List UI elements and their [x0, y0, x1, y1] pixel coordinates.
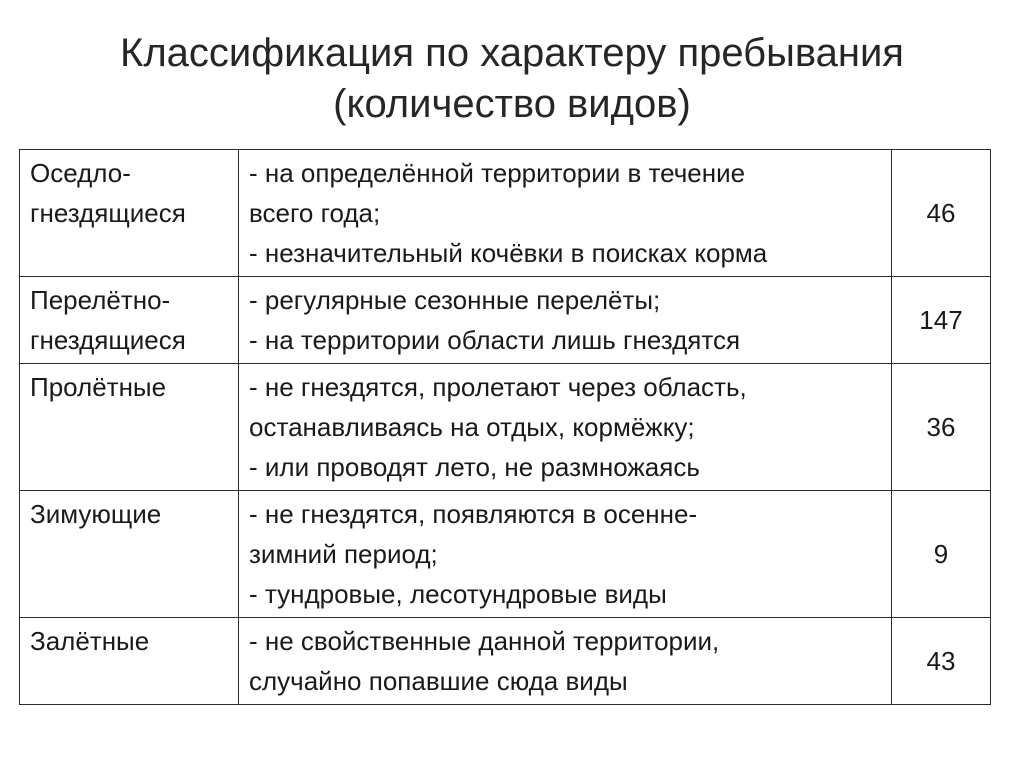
description-line: - на определённой территории в течение [249, 158, 746, 188]
category-text: Оседло- [30, 158, 131, 188]
description-line: всего года; [249, 198, 381, 228]
table-row [20, 618, 991, 705]
description-line: - на территории области лишь гнездятся [249, 325, 741, 355]
description-line: - регулярные сезонные перелёты; [249, 285, 661, 315]
table-row [20, 364, 991, 491]
description-cell [239, 364, 892, 491]
species-count: 9 [933, 539, 949, 569]
description-line: - не свойственные данной территории, [249, 626, 720, 656]
page-title [0, 28, 1024, 130]
count-cell [892, 491, 991, 618]
description-line: зимний период; [249, 539, 438, 569]
category-text: Пролётные [30, 372, 167, 402]
table-row [20, 277, 991, 364]
species-count: 147 [919, 305, 963, 335]
category-text: Зимующие [30, 499, 162, 529]
description-cell [239, 277, 892, 364]
count-cell [892, 277, 991, 364]
description-line: случайно попавшие сюда виды [249, 666, 628, 696]
description-cell [239, 618, 892, 705]
count-cell [892, 364, 991, 491]
species-count: 36 [926, 412, 956, 442]
species-count: 46 [926, 198, 956, 228]
category-text: гнездящиеся [30, 198, 186, 228]
category-cell [20, 150, 239, 277]
category-cell [20, 618, 239, 705]
count-cell [892, 150, 991, 277]
description-line: - не гнездятся, пролетают через область, [249, 372, 747, 402]
description-line: - или проводят лето, не размножаясь [249, 452, 700, 482]
category-cell [20, 277, 239, 364]
count-cell [892, 618, 991, 705]
description-cell [239, 491, 892, 618]
category-cell [20, 491, 239, 618]
category-text: гнездящиеся [30, 325, 186, 355]
description-line: - не гнездятся, появляются в осенне- [249, 499, 698, 529]
description-line: останавливаясь на отдых, кормёжку; [249, 412, 695, 442]
category-text: Залётные [30, 626, 150, 656]
title-line-1: Классификация по характеру пребывания [120, 31, 904, 75]
category-cell [20, 364, 239, 491]
description-cell [239, 150, 892, 277]
category-text: Перелётно- [30, 285, 171, 315]
table-row [20, 150, 991, 277]
species-count: 43 [926, 646, 956, 676]
title-line-2: (количество видов) [333, 82, 691, 126]
classification-table [19, 149, 991, 705]
table-row [20, 491, 991, 618]
description-line: - незначительный кочёвки в поисках корма [249, 238, 768, 268]
description-line: - тундровые, лесотундровые виды [249, 579, 667, 609]
